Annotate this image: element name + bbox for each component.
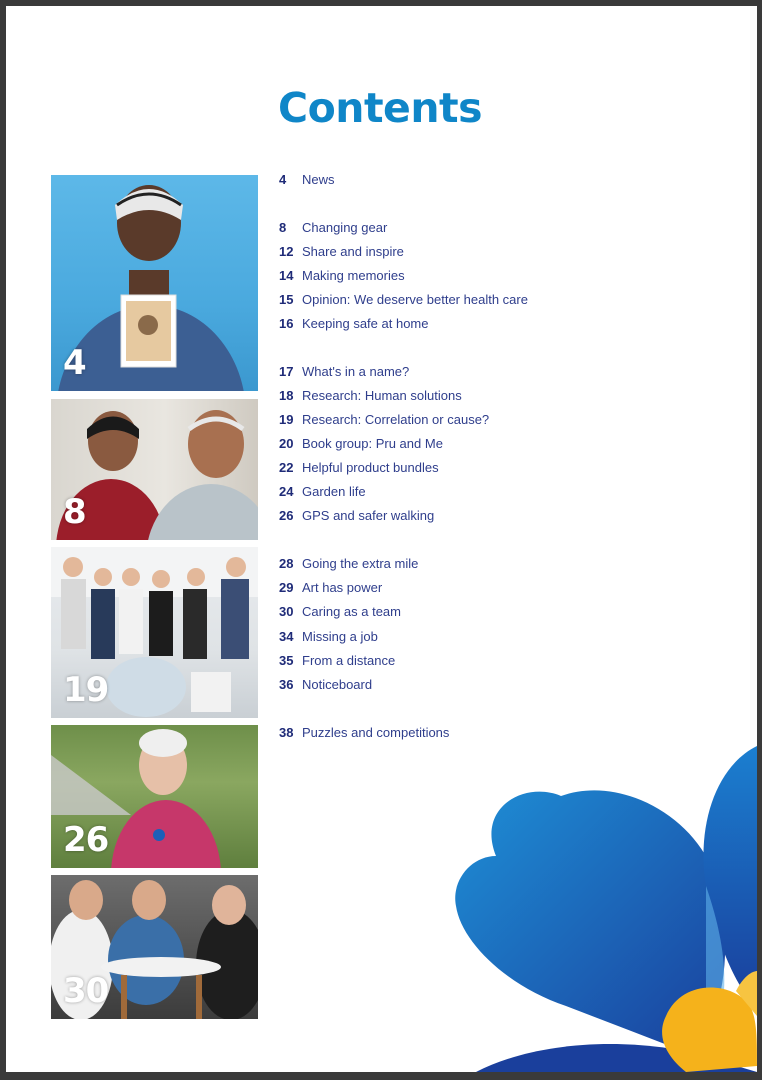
photo-page-number: 26 bbox=[63, 820, 109, 860]
toc-entry[interactable]: 35 From a distance bbox=[279, 653, 396, 668]
toc-entry[interactable]: 8 Changing gear bbox=[279, 220, 388, 235]
toc-entry[interactable]: 30 Caring as a team bbox=[279, 604, 401, 619]
toc-entry[interactable]: 38 Puzzles and competitions bbox=[279, 725, 450, 740]
toc-entry[interactable]: 17 What's in a name? bbox=[279, 364, 410, 379]
toc-entry[interactable]: 28 Going the extra mile bbox=[279, 556, 419, 571]
toc-entry[interactable]: 19 Research: Correlation or cause? bbox=[279, 412, 490, 427]
toc-entry[interactable]: 36 Noticeboard bbox=[279, 677, 373, 692]
toc-entry[interactable]: 18 Research: Human solutions bbox=[279, 388, 462, 403]
toc-entry[interactable]: 20 Book group: Pru and Me bbox=[279, 436, 443, 451]
toc-entry[interactable]: 29 Art has power bbox=[279, 580, 383, 595]
photo-page-number: 8 bbox=[63, 492, 86, 532]
toc-entry[interactable]: 24 Garden life bbox=[279, 484, 366, 499]
photo-page-number: 19 bbox=[63, 670, 109, 710]
toc-entry[interactable]: 14 Making memories bbox=[279, 268, 405, 283]
toc-entry[interactable]: 34 Missing a job bbox=[279, 629, 378, 644]
forget-me-not-flower-graphic bbox=[6, 6, 757, 1072]
toc-entry[interactable]: 16 Keeping safe at home bbox=[279, 316, 429, 331]
contents-page bbox=[6, 6, 757, 1072]
photo-page-number: 30 bbox=[63, 971, 109, 1011]
page-title: Contents bbox=[278, 84, 483, 132]
toc-entry[interactable]: 12 Share and inspire bbox=[279, 244, 404, 259]
toc-entry[interactable]: 26 GPS and safer walking bbox=[279, 508, 435, 523]
toc-entry[interactable]: 4 News bbox=[279, 172, 335, 187]
toc-entry[interactable]: 22 Helpful product bundles bbox=[279, 460, 439, 475]
toc-entry[interactable]: 15 Opinion: We deserve better health care bbox=[279, 292, 528, 307]
photo-page-number: 4 bbox=[63, 343, 86, 383]
